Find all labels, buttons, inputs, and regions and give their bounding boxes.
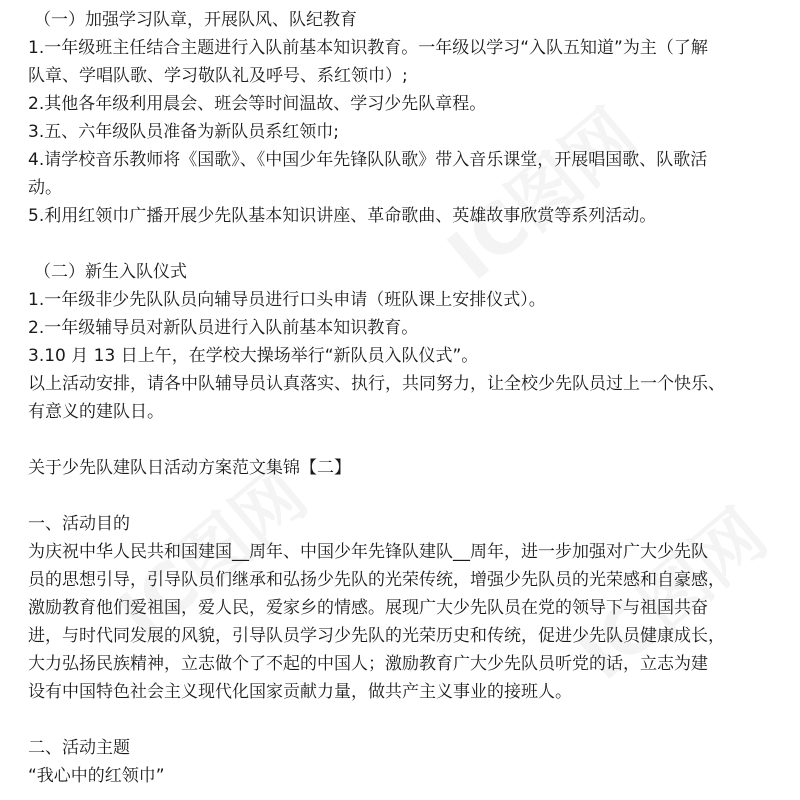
section-two-heading: （二）新生入队仪式 (34, 262, 187, 282)
purpose-line: 为庆祝中华人民共和国建国__周年、中国少年先锋队建队__周年，进一步加强对广大少先队 (28, 542, 708, 562)
theme-line: “我心中的红领巾” (28, 766, 165, 786)
purpose-line: 设有中国特色社会主义现代化国家贡献力量，做共产主义事业的接班人。 (28, 682, 572, 702)
purpose-line: 大力弘扬民族精神，立志做个了不起的中国人；激励教育广大少先队员听党的话，立志为建 (28, 654, 708, 674)
section-one-line: 4.请学校音乐教师将《国歌》、《中国少年先锋队队歌》带入音乐课堂，开展唱国歌、队歌活 (28, 150, 708, 170)
paragraph-gap (28, 230, 788, 258)
section-one-line: 1.一年级班主任结合主题进行入队前基本知识教育。一年级以学习“入队五知道”为主（了解 (28, 38, 708, 58)
purpose-line: 员的思想引导，引导队员们继承和弘扬少先队的光荣传统，增强少先队员的光荣感和自豪感， (28, 570, 725, 590)
section-two-line: 2.一年级辅导员对新队员进行入队前基本知识教育。 (28, 318, 419, 338)
section-one-line: 5.利用红领巾广播开展少先队基本知识讲座、革命歌曲、英雄故事欣赏等系列活动。 (28, 206, 657, 226)
section-two-line: 有意义的建队日。 (28, 402, 164, 422)
section-one-heading: （一）加强学习队章，开展队风、队纪教育 (34, 10, 357, 30)
document-page (28, 6, 788, 790)
purpose-heading: 一、活动目的 (28, 514, 130, 534)
document-title: 关于少先队建队日活动方案范文集锦【二】 (28, 458, 351, 478)
section-two-line: 以上活动安排，请各中队辅导员认真落实、执行，共同努力，让全校少先队员过上一个快乐、 (28, 374, 725, 394)
section-two-line: 1.一年级非少先队队员向辅导员进行口头申请（班队课上安排仪式）。 (28, 290, 546, 310)
paragraph-gap (28, 482, 788, 510)
section-one-line: 2.其他各年级利用晨会、班会等时间温故、学习少先队章程。 (28, 94, 487, 114)
theme-heading: 二、活动主题 (28, 738, 130, 758)
section-one-line: 3.五、六年级队员准备为新队员系红领巾; (28, 122, 339, 142)
section-one-line: 动。 (28, 178, 62, 198)
purpose-line: 进，与时代同发展的风貌，引导队员学习少先队的光荣历史和传统，促进少先队员健康成长， (28, 626, 725, 646)
section-two-line: 3.10 月 13 日上午，在学校大操场举行“新队员入队仪式”。 (28, 346, 479, 366)
paragraph-gap (28, 426, 788, 454)
paragraph-gap (28, 706, 788, 734)
section-one-line: 队章、学唱队歌、学习敬队礼及呼号、系红领巾）; (28, 66, 408, 86)
purpose-line: 激励教育他们爱祖国，爱人民，爱家乡的情感。展现广大少先队员在党的领导下与祖国共奋 (28, 598, 708, 618)
